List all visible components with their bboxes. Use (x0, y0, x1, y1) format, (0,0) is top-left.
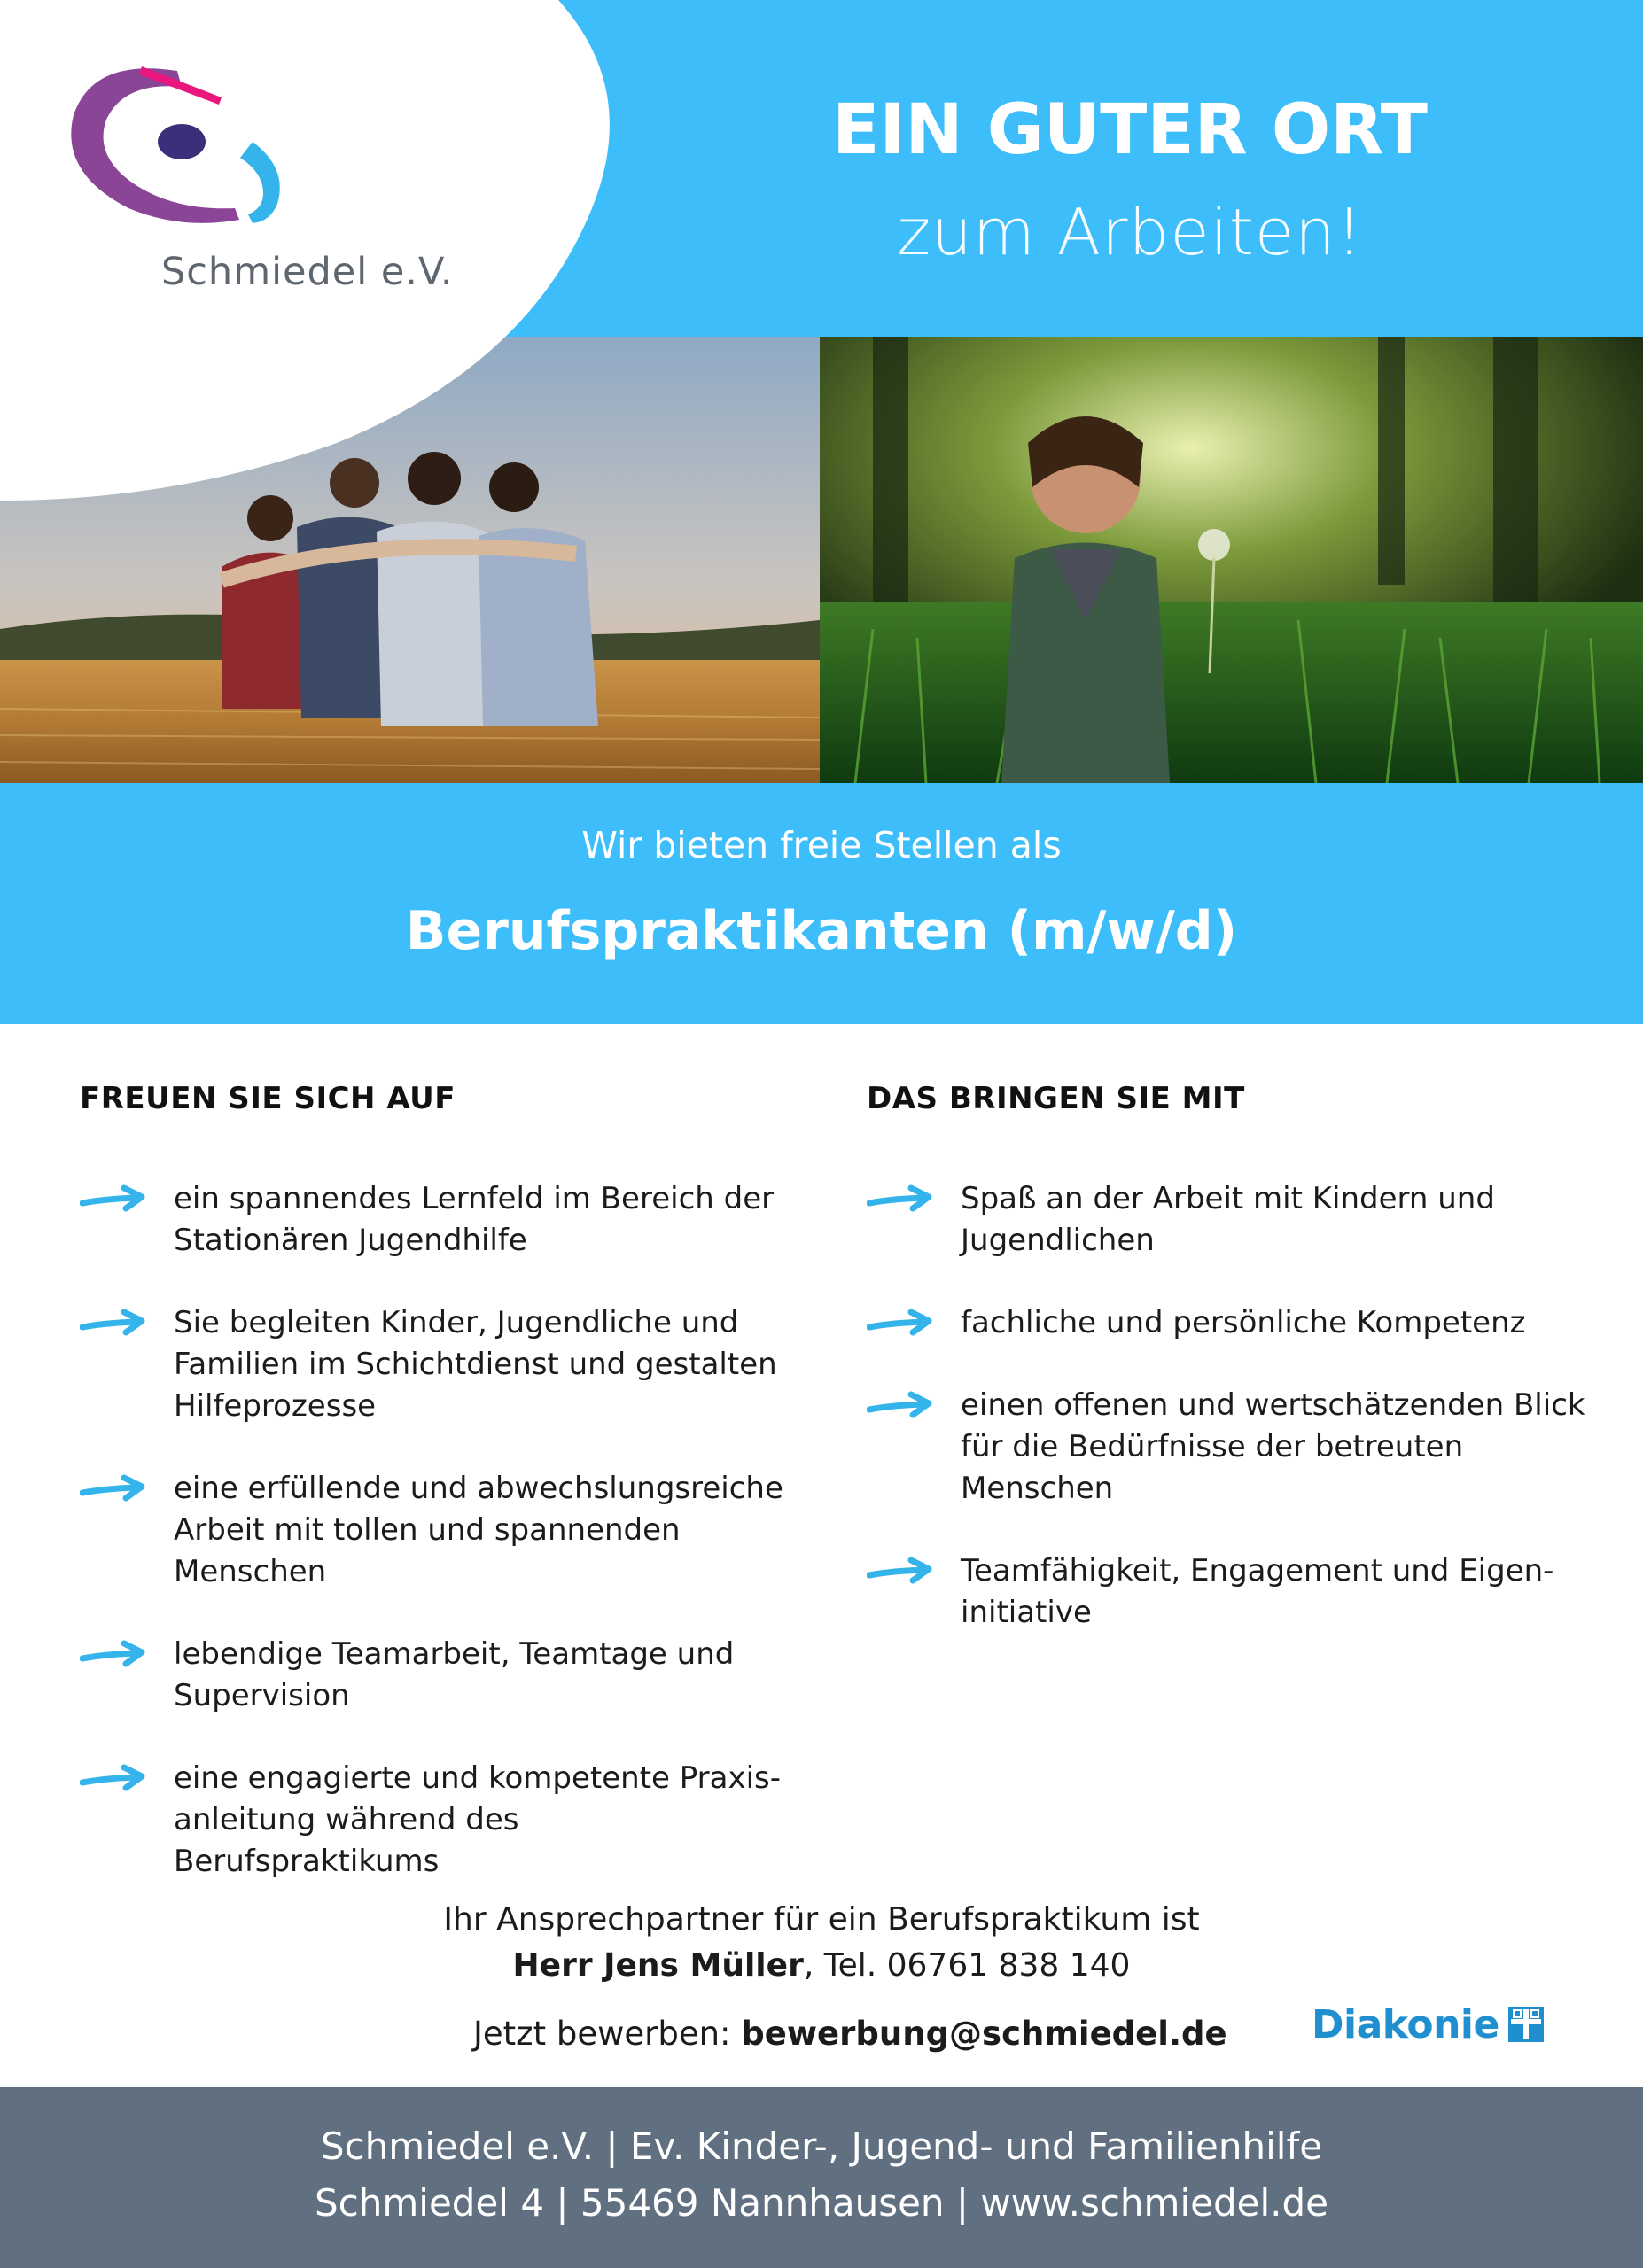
diakonie-wordmark: Diakonie (1312, 2001, 1499, 2047)
logo-wordmark: Schmiedel e.V. (161, 250, 454, 294)
list-item-text: einen offenen und wertschätzenden Blick für die Bedürfnisse der betreuten Menschen (961, 1387, 1585, 1506)
headline-main: EIN GUTER ORT (832, 90, 1428, 170)
contact-phone: , Tel. 06761 838 140 (803, 1947, 1131, 1984)
list-item (80, 1178, 789, 1262)
apply-label: Jetzt bewerben: (473, 2015, 742, 2053)
headline-sub: zum Arbeiten! (897, 195, 1363, 269)
list-item (80, 1634, 789, 1717)
list-item (867, 1178, 1602, 1262)
arrow-right-icon (80, 1763, 147, 1793)
photo-girl-dandelion (820, 337, 1643, 783)
list-item (80, 1468, 789, 1593)
list-item (867, 1302, 1602, 1344)
apply-line (473, 2015, 1227, 2053)
arrow-right-icon (80, 1473, 147, 1503)
list-item (867, 1385, 1602, 1510)
apply-email-link[interactable]: bewerbung@schmiedel.de (741, 2015, 1227, 2053)
requirements-list (867, 1178, 1602, 1674)
list-item-text: eine erfüllende und abwechslungsreiche Arbeit mit tollen und spannenden Menschen (174, 1471, 783, 1589)
arrow-right-icon (867, 1184, 934, 1214)
list-item-text: Spaß an der Arbeit mit Kindern und Jugendlichen (961, 1181, 1495, 1258)
diakonie-logo (1312, 2002, 1544, 2047)
list-item-text: fachliche und persönliche Kompetenz (961, 1305, 1526, 1340)
footer-address: Schmiedel 4 | 55469 Nannhausen | www.schmiedel.de (315, 2181, 1328, 2225)
list-item-text: lebendige Teamarbeit, Teamtage und Supervision (174, 1636, 735, 1713)
list-item-text: ein spannendes Lernfeld im Bereich der Stationären Jugendhilfe (174, 1181, 775, 1258)
list-item (867, 1550, 1602, 1634)
left-column-heading: FREUEN SIE SICH AUF (80, 1081, 456, 1116)
arrow-right-icon (80, 1308, 147, 1338)
position-title: Berufspraktikanten (m/w/d) (405, 900, 1238, 962)
right-column-heading: DAS BRINGEN SIE MIT (867, 1081, 1245, 1116)
offer-intro: Wir bieten freie Stellen als (581, 824, 1062, 866)
arrow-right-icon (867, 1556, 934, 1586)
arrow-right-icon (80, 1184, 147, 1214)
arrow-right-icon (867, 1308, 934, 1338)
benefits-list (80, 1178, 789, 1923)
footer-organisation: Schmiedel e.V. | Ev. Kinder-, Jugend- und Familienhilfe (320, 2124, 1323, 2168)
contact-intro: Ihr Ansprechpartner für ein Berufspraktikum ist (443, 1901, 1200, 1938)
list-item-text: Teamfähigkeit, Engagement und Eigen- initiative (961, 1553, 1554, 1630)
schmiedel-logo-icon (66, 62, 306, 230)
diakonie-cross-icon (1508, 2007, 1544, 2042)
list-item-text: eine engagierte und kompetente Praxis- anleitung während des Berufspraktikums (174, 1760, 782, 1879)
list-item (80, 1302, 789, 1427)
contact-person-line (0, 1947, 1643, 1984)
list-item-text: Sie begleiten Kinder, Jugendliche und Familien im Schichtdienst und gestalten Hilfeprozesse (174, 1305, 777, 1424)
arrow-right-icon (867, 1390, 934, 1420)
footer (0, 2087, 1643, 2268)
contact-person: Herr Jens Müller (512, 1947, 804, 1984)
arrow-right-icon (80, 1639, 147, 1669)
list-item (80, 1758, 789, 1883)
